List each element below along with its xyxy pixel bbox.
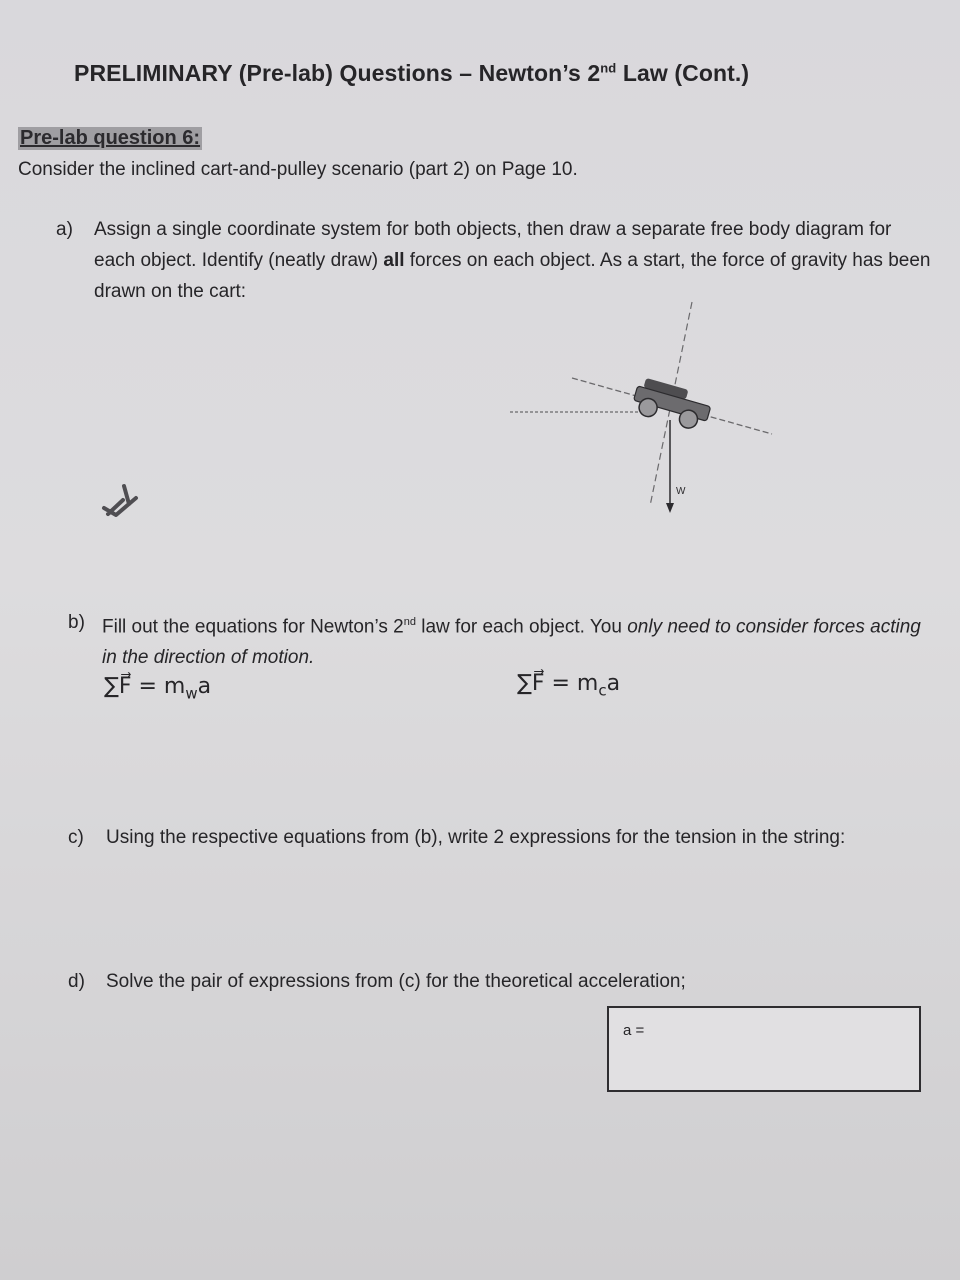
part-a-label: a) [56,219,73,240]
equation-hanging-mass-subscript: w [185,684,198,703]
part-c-label: c) [68,827,84,848]
equation-hanging-mass-suffix: a [197,674,212,699]
part-a-text-before: Assign a single coordinate system for both objects, then draw a separate free body diagram for each object. Identify (neatly draw) [94,219,892,271]
question-heading: Pre-lab question 6: [20,127,201,149]
title-text: PRELIMINARY (Pre-lab) Questions – Newton’s 2 [74,60,601,86]
pencil-mark-icon [96,474,146,524]
weight-label: W [676,486,686,497]
part-a-text-after: forces on each object. As a start, the force of gravity has been drawn on the cart: [94,250,931,302]
equation-cart-suffix: a [606,671,621,696]
title-ordinal: nd [600,60,617,76]
question-intro: Consider the inclined cart-and-pulley scenario (part 2) on Page 10. [18,159,578,180]
cart-icon [630,376,713,433]
part-a-text [94,214,932,307]
answer-label: a = [623,1022,645,1039]
cart-diagram [500,300,790,525]
equation-cart [517,671,620,699]
part-b-label: b) [68,612,85,633]
part-b-text-mid: law for each object. You [415,616,628,638]
part-d-label: d) [68,971,85,992]
part-c-text: Using the respective equations from (b), write 2 expressions for the tension in the string: [106,827,846,848]
equation-hanging-mass [104,674,211,702]
equation-cart-subscript: c [598,681,607,700]
weight-arrowhead [666,503,674,513]
part-a-emphasis: all [383,250,405,271]
part-b-text-before: Fill out the equations for Newton’s 2 [102,616,404,638]
equation-hanging-mass-prefix: ∑F⃗ = m [104,674,186,699]
page-title [74,60,749,87]
part-b-ordinal: nd [403,616,416,628]
title-suffix: Law (Cont.) [616,60,750,86]
part-d-text: Solve the pair of expressions from (c) for the theoretical acceleration; [106,971,686,992]
equation-cart-prefix: ∑F⃗ = m [517,671,599,696]
acceleration-answer-box[interactable] [607,1006,921,1092]
part-b-italic: only need to consider forces acting in the direction of motion. [102,616,921,669]
part-b-text [102,607,932,673]
